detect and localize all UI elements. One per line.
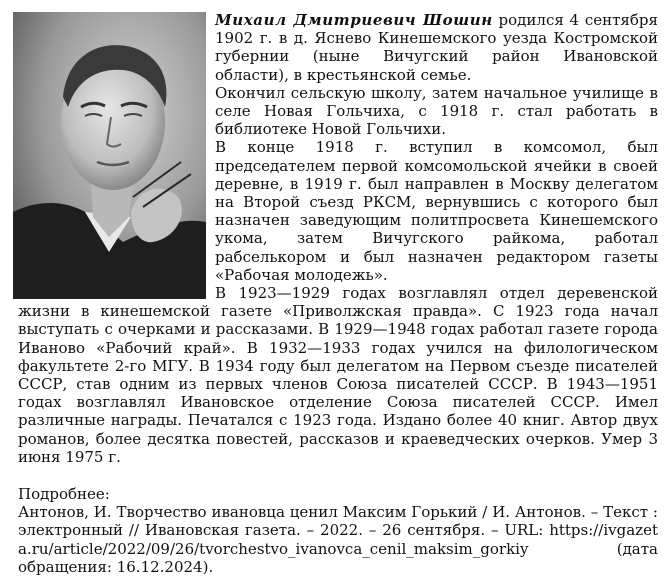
source-url-link[interactable]: https://ivgazeta.ru/article/2022/09/26/tvorchestvo_ivanovca_cenil_maksim_gorkiy [18,521,658,558]
citation-text: Антонов, И. Творчество ивановца ценил Максим Горький / И. Антонов. – Текст : электронный // Ивановская газета. – 2022. – 26 сентября. – URL: [18,503,658,540]
source-citation [18,503,658,576]
access-date: (дата обращения: 16.12.2024). [18,539,658,576]
bio-paragraph-3: В конце 1918 г. вступил в комсомол, был председателем первой комсомольской ячейки в своей деревне, в 1919 г. был направлен в Москву делегатом на Второй съезд РКСМ, вернувшись с которого был назначен заведующим политпросвета Кинешемского укома, затем Вичугского райкома, работал рабселькором и был назначен редактором газеты «Рабочая молодежь». [215,138,658,284]
article-text [18,11,658,576]
person-name: Михаил Дмитриевич Шошин [215,11,493,29]
bio-paragraph-2: Окончил сельскую школу, затем начальное училище в селе Новая Гольчиха, с 1918 г. стал работать в библиотеке Новой Гольчихи. [215,83,658,139]
bio-paragraph-4: В 1923—1929 годах возглавлял отдел деревенской жизни в кинешемской газете «Приволжская правда». С 1923 года начал выступать с очерками и рассказами. В 1929—1948 годах работал газете города Иваново «Рабочий край». В 1932—1933 годах учился на филологическом факультете 2-го МГУ. В 1934 году был делегатом на Первом съезде писателей СССР, став одним из первых членов Союза писателей СССР. В 1943—1951 годах возглавлял Ивановское отделение Союза писателей СССР. Имел различные награды. Печатался с 1923 года. Издано более 40 книг. Автор двух романов, более десятка повестей, рассказов и краеведческих очерков. Умер 3 июня 1975 г. [18,284,658,466]
source-heading: Подробнее: [18,485,110,504]
paragraph-gap [18,466,658,485]
photo-spacer [18,11,215,294]
bio-paragraph-1-text: родился 4 сентября 1902 г. в д. Яснево Кинешемского уезда Костромской губернии (ныне Вичугский район Ивановской области), в крестьянской семье. [215,11,658,84]
